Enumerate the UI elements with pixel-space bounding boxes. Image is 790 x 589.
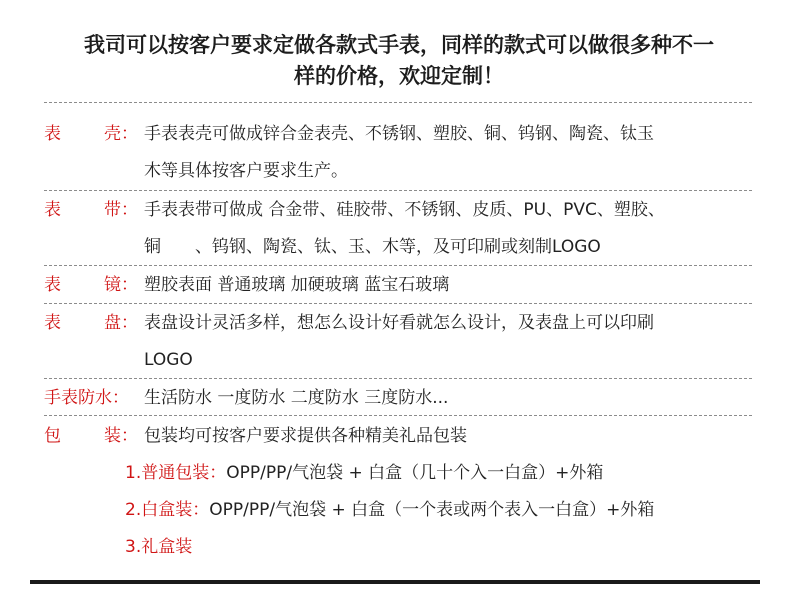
section-strap-content: [144, 192, 752, 266]
label-colon: ：: [121, 200, 138, 220]
label-colon: ：: [121, 275, 138, 295]
content-line: 表盘设计灵活多样，想怎么设计好看就怎么设计，及表盘上可以印刷: [144, 313, 654, 333]
label-char-2: 盘: [104, 313, 121, 333]
label-char-1: 表: [44, 200, 61, 220]
section-dial-content: [144, 305, 752, 379]
packaging-item-label: 1.普通包装：: [125, 463, 227, 483]
divider: [44, 378, 752, 379]
label-colon: ：: [121, 426, 138, 446]
divider: [44, 303, 752, 304]
content-line: 木等具体按客户要求生产。: [144, 161, 348, 181]
divider: [44, 415, 752, 416]
section-case-content: [144, 116, 752, 190]
label-char-1: 包: [44, 426, 61, 446]
page-title: [36, 30, 762, 92]
label-char-1: 表: [44, 275, 61, 295]
content-line: 塑胶表面 普通玻璃 加硬玻璃 蓝宝石玻璃: [144, 275, 450, 295]
packaging-item-text: OPP/PP/气泡袋 + 白盒（几十个入一白盒）+外箱: [226, 463, 604, 483]
title-line-2: 样的价格，欢迎定制！: [294, 64, 504, 88]
content-line: 铜 、钨钢、陶瓷、钛、玉、木等，及可印刷或刻制LOGO: [144, 237, 601, 257]
label-text: 手表防水: [44, 388, 112, 408]
label-char-2: 带: [104, 200, 121, 220]
divider: [44, 265, 752, 266]
label-colon: ：: [112, 388, 129, 408]
label-char-2: 镜: [104, 275, 121, 295]
content-line: LOGO: [144, 350, 193, 370]
packaging-item: [125, 455, 603, 492]
content-line: 生活防水 一度防水 二度防水 三度防水...: [144, 388, 449, 408]
title-line-1: 我司可以按客户要求定做各款式手表，同样的款式可以做很多种不一: [84, 33, 714, 57]
section-packaging-content: [144, 418, 752, 455]
label-colon: ：: [121, 313, 138, 333]
packaging-item-label: 3.礼盒装: [125, 537, 193, 557]
content-line: 手表表壳可做成锌合金表壳、不锈钢、塑胶、铜、钨钢、陶瓷、钛玉: [144, 124, 654, 144]
label-char-1: 表: [44, 313, 61, 333]
divider: [44, 102, 752, 103]
label-char-2: 壳: [104, 124, 121, 144]
packaging-item-text: OPP/PP/气泡袋 + 白盒（一个表或两个表入一白盒）+外箱: [209, 500, 655, 520]
divider: [44, 190, 752, 191]
content-line: 手表表带可做成 合金带、硅胶带、不锈钢、皮质、PU、PVC、塑胶、: [144, 200, 665, 220]
section-waterproof-content: [144, 380, 752, 417]
packaging-item: [125, 492, 654, 529]
label-char-1: 表: [44, 124, 61, 144]
label-char-2: 装: [104, 426, 121, 446]
section-glass-content: [144, 267, 752, 304]
packaging-item-label: 2.白盒装：: [125, 500, 210, 520]
packaging-item: [125, 529, 192, 566]
content-line: 包装均可按客户要求提供各种精美礼品包装: [144, 426, 467, 446]
label-colon: ：: [121, 124, 138, 144]
bottom-rule: [30, 580, 760, 584]
